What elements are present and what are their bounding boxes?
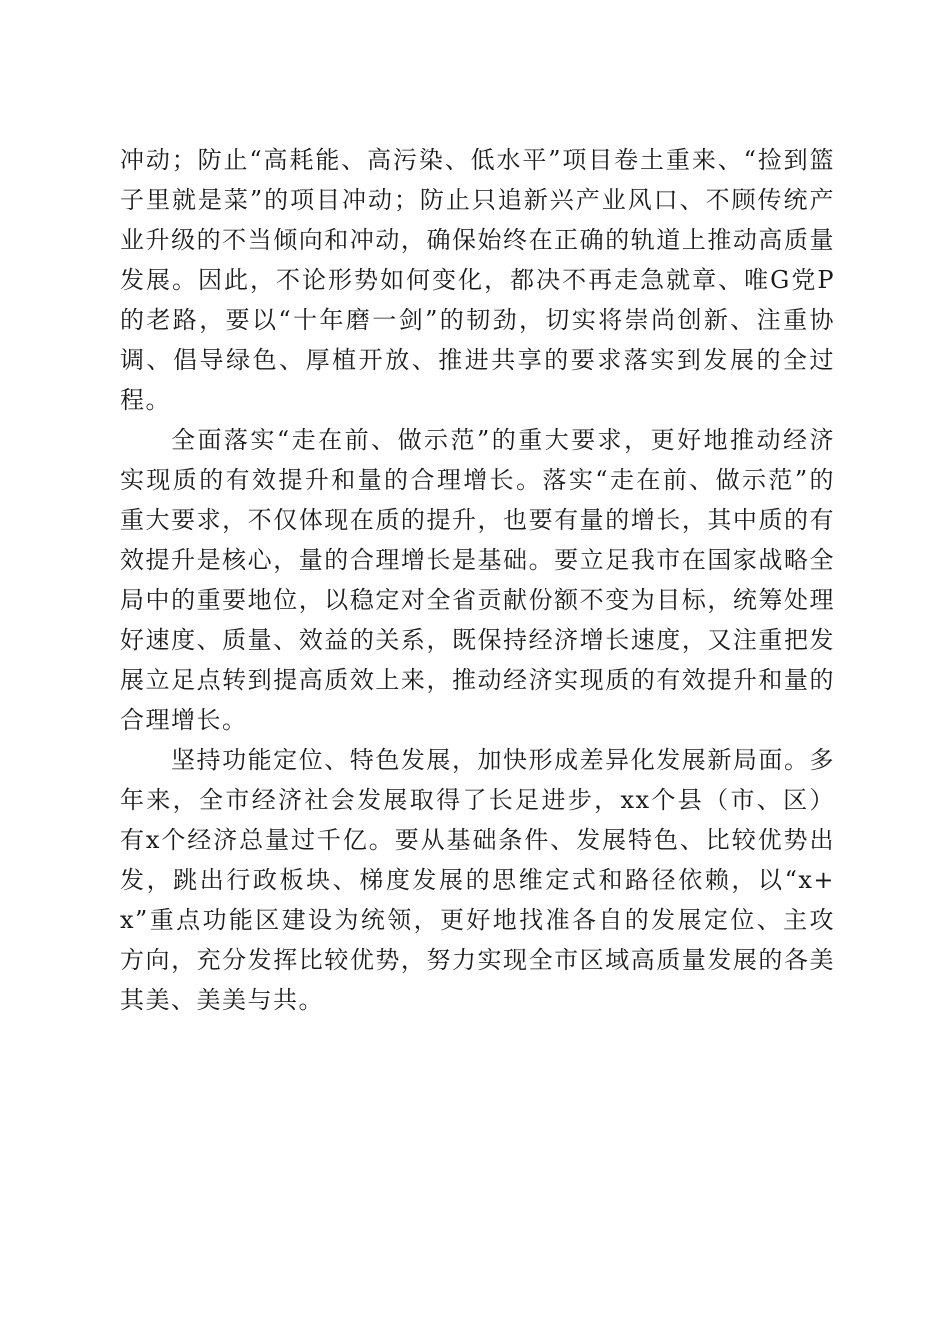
paragraph-continuation: 冲动；防止“高耗能、高污染、低水平”项目卷土重来、“捡到篮子里就是菜”的项目冲动；防止只追新兴产业风口、不顾传统产业升级的不当倾向和冲动，确保始终在正确的轨道上推动高质量发展。因此，不论形势如何变化，都决不再走急就章、唯G党P的老路，要以“十年磨一剑”的韧劲，切实将崇尚创新、注重协调、倡导绿色、厚植开放、推进共享的要求落实到发展的全过程。: [120, 146, 835, 414]
document-body: [120, 140, 835, 1020]
paragraph-differentiated-development: 坚持功能定位、特色发展，加快形成差异化发展新局面。多年来，全市经济社会发展取得了长足进步，xx个县（市、区）有x个经济总量过千亿。要从基础条件、发展特色、比较优势出发，跳出行政板块、梯度发展的思维定式和路径依赖，以“x+x”重点功能区建设为统领，更好地找准各自的发展定位、主攻方向，充分发挥比较优势，努力实现全市区域高质量发展的各美其美、美美与共。: [120, 746, 835, 1014]
paragraph-quality-growth: 全面落实“走在前、做示范”的重大要求，更好地推动经济实现质的有效提升和量的合理增长。落实“走在前、做示范”的重大要求，不仅体现在质的提升，也要有量的增长，其中质的有效提升是核心，量的合理增长是基础。要立足我市在国家战略全局中的重要地位，以稳定对全省贡献份额不变为目标，统筹处理好速度、质量、效益的关系，既保持经济增长速度，又注重把发展立足点转到提高质效上来，推动经济实现质的有效提升和量的合理增长。: [120, 426, 835, 734]
